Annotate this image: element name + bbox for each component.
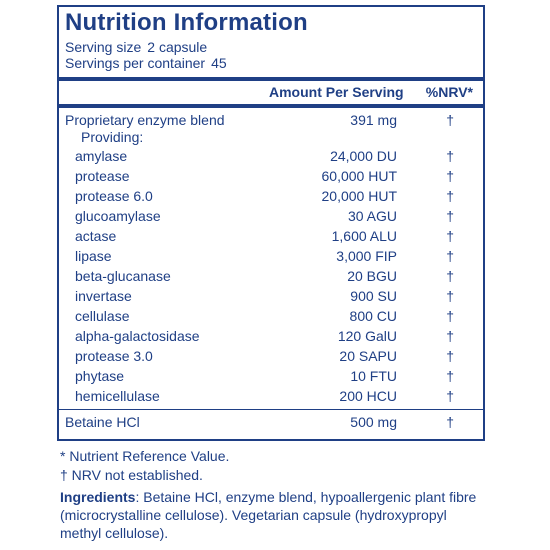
table-row	[59, 386, 483, 406]
nutrient-name: protease 3.0	[75, 348, 153, 364]
table-row	[59, 306, 483, 326]
nutrient-amount: 120 GalU	[337, 328, 397, 344]
nutrient-amount: 30 AGU	[347, 208, 397, 224]
header-rule	[59, 77, 483, 81]
column-header-nrv: %NRV*	[425, 84, 473, 100]
nutrient-nrv: †	[446, 308, 454, 324]
nutrient-amount: 500 mg	[350, 414, 397, 430]
nutrient-amount: 1,600 ALU	[331, 228, 397, 244]
nutrient-name: protease	[75, 168, 130, 184]
panel-title: Nutrition Information	[65, 9, 308, 36]
table-row	[59, 246, 483, 266]
nutrient-amount: 200 HCU	[339, 388, 397, 404]
footnote-dagger: † NRV not established.	[60, 467, 203, 483]
nutrient-nrv: †	[446, 328, 454, 344]
table-row	[59, 127, 483, 147]
nutrient-nrv: †	[446, 168, 454, 184]
table-row	[59, 166, 483, 186]
servings-label: Servings per container	[65, 55, 206, 71]
table-row	[59, 412, 483, 432]
serving-size-label: Serving size	[65, 39, 142, 55]
nutrient-name: Providing:	[81, 129, 144, 145]
nutrient-amount: 24,000 DU	[330, 148, 397, 164]
nutrient-name: invertase	[75, 288, 132, 304]
nutrient-nrv: †	[446, 208, 454, 224]
table-row	[59, 286, 483, 306]
nutrient-name: cellulase	[75, 308, 130, 324]
nutrient-name: protease 6.0	[75, 188, 153, 204]
serving-size	[65, 39, 207, 55]
table-row	[59, 366, 483, 386]
betaine-divider	[59, 409, 483, 410]
serving-size-value: 2 capsule	[147, 39, 208, 55]
nutrient-name: phytase	[75, 368, 125, 384]
nutrition-panel	[57, 5, 485, 441]
column-header-amount: Amount Per Serving	[269, 84, 404, 100]
nutrient-nrv: †	[446, 368, 454, 384]
table-row	[59, 346, 483, 366]
nutrient-nrv: †	[446, 348, 454, 364]
footnote-nrv: * Nutrient Reference Value.	[60, 448, 230, 464]
nutrient-amount: 60,000 HUT	[321, 168, 397, 184]
table-row	[59, 226, 483, 246]
table-row	[59, 146, 483, 166]
nutrient-nrv: †	[446, 414, 454, 430]
nutrient-amount: 800 CU	[349, 308, 397, 324]
nutrient-amount: 10 FTU	[350, 368, 397, 384]
nutrient-name: beta-glucanase	[75, 268, 171, 284]
nutrient-amount: 20,000 HUT	[321, 188, 397, 204]
nutrient-name: actase	[75, 228, 117, 244]
nutrient-nrv: †	[446, 268, 454, 284]
nutrient-amount: 900 SU	[350, 288, 397, 304]
table-row	[59, 326, 483, 346]
nutrient-nrv: †	[446, 388, 454, 404]
ingredients-label: Ingredients	[60, 489, 136, 505]
nutrient-name: lipase	[75, 248, 112, 264]
nutrient-nrv: †	[446, 188, 454, 204]
table-row	[59, 186, 483, 206]
nutrient-name: amylase	[75, 148, 128, 164]
nutrient-name: alpha-galactosidase	[75, 328, 200, 344]
servings-per-container	[65, 55, 227, 71]
nutrient-nrv: †	[446, 148, 454, 164]
nutrient-name: hemicellulase	[75, 388, 160, 404]
nutrient-nrv: †	[446, 228, 454, 244]
table-row	[59, 206, 483, 226]
nutrient-name: Proprietary enzyme blend	[65, 112, 225, 128]
nutrient-nrv: †	[446, 112, 454, 128]
nutrient-amount: 391 mg	[350, 112, 397, 128]
nutrient-amount: 3,000 FIP	[336, 248, 397, 264]
ingredients-text: : Betaine HCl, enzyme blend, hypoallergenic plant fibre (microcrystalline cellulose). Vegetarian capsule (hydroxypropyl methyl cellulose).	[60, 489, 477, 541]
nutrient-amount: 20 BGU	[347, 268, 397, 284]
nutrient-nrv: †	[446, 288, 454, 304]
nutrient-nrv: †	[446, 248, 454, 264]
nutrient-name: Betaine HCl	[65, 414, 140, 430]
nutrient-name: glucoamylase	[75, 208, 161, 224]
nutrient-amount: 20 SAPU	[339, 348, 397, 364]
servings-value: 45	[211, 55, 227, 71]
header-bottom-rule	[59, 104, 483, 108]
table-row	[59, 266, 483, 286]
ingredients	[60, 488, 490, 542]
